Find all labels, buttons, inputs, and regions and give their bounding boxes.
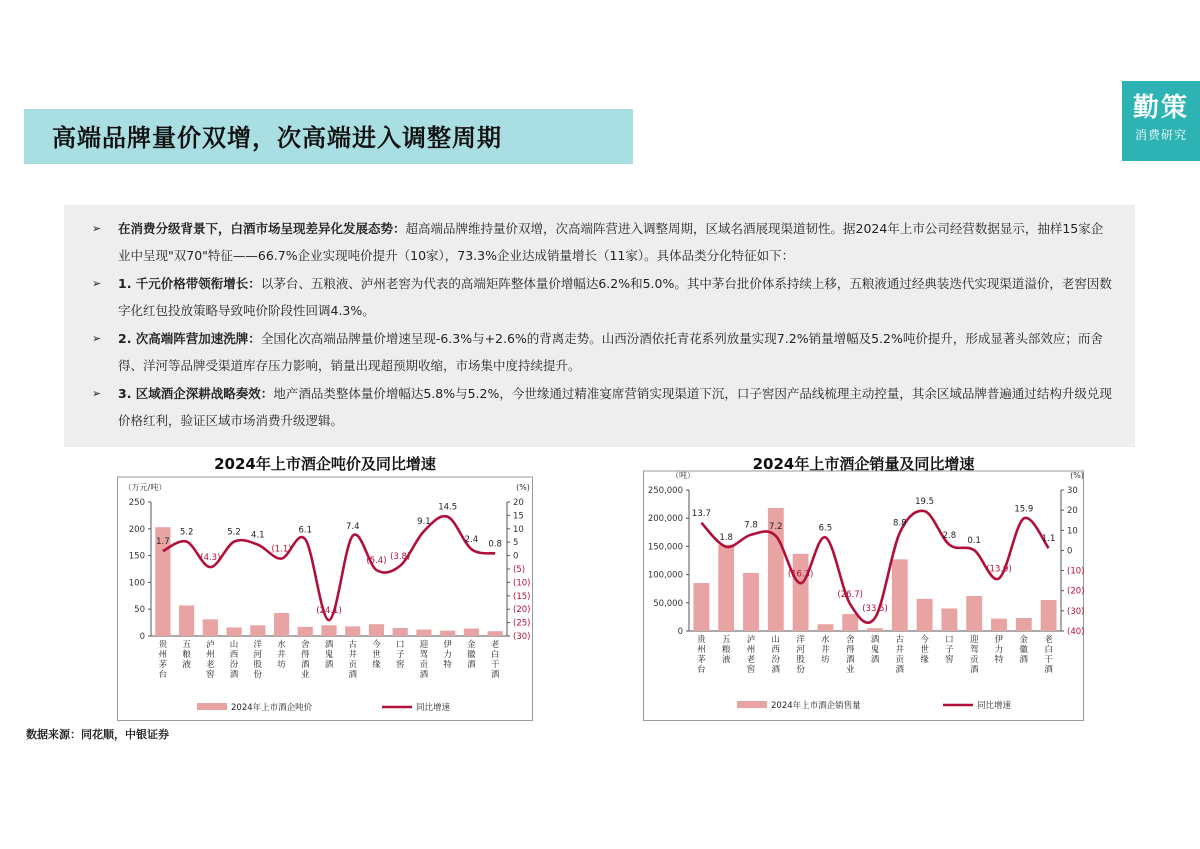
arrow-bullet-icon: ➢	[92, 277, 102, 290]
category-label: 泸州老窖	[746, 635, 756, 675]
data-label: 2.8	[942, 530, 957, 541]
data-label: 19.5	[915, 497, 935, 508]
right-tick-label: 15	[513, 511, 524, 522]
arrow-bullet-icon: ➢	[92, 332, 102, 345]
right-tick-label: (20)	[513, 605, 531, 616]
category-label: 古井贡酒	[348, 640, 357, 680]
left-tick-label: 250	[128, 498, 145, 508]
right-axis-unit: (%)	[516, 483, 530, 492]
bar-泸州老窖	[743, 573, 759, 631]
data-label: 6.5	[818, 523, 833, 534]
bar-酒鬼酒	[867, 628, 883, 631]
right-tick-label: (15)	[513, 591, 531, 602]
bar-五粮液	[718, 545, 734, 631]
data-label: 5.2	[179, 527, 194, 538]
right-tick-label: 5	[513, 538, 519, 549]
left-tick-label: 50	[134, 605, 145, 616]
category-label: 水井坊	[821, 635, 830, 665]
chart-title: 2024年上市酒企销量及同比增速	[752, 455, 975, 473]
category-label: 今世缘	[372, 640, 381, 670]
chart-frame	[118, 477, 533, 721]
data-source-note: 数据来源：同花顺，中银证券	[26, 728, 169, 741]
bar-金徽酒	[1016, 618, 1032, 631]
bar-伊力特	[991, 619, 1007, 631]
bar-老白干酒	[488, 631, 503, 636]
data-label: (26.7)	[837, 590, 863, 601]
data-label: (24.1)	[316, 606, 342, 617]
left-tick-label: 150	[128, 551, 145, 562]
bar-酒鬼酒	[321, 625, 336, 636]
legend-line-label: 同比增速	[416, 703, 451, 713]
right-tick-label: 20	[1067, 506, 1078, 517]
category-label: 老白干酒	[1044, 635, 1053, 675]
right-tick-label: 30	[1067, 486, 1078, 496]
bullet-heading: 3. 区域酒企深耕战略奏效：	[118, 386, 274, 401]
data-label: 7.2	[769, 521, 783, 532]
data-label: 0.1	[967, 536, 981, 547]
growth-line	[163, 516, 495, 620]
right-tick-label: (30)	[1067, 606, 1084, 617]
legend-bar-swatch	[737, 701, 767, 708]
right-tick-label: 0	[1067, 546, 1073, 557]
category-label: 老白干酒	[490, 640, 500, 680]
data-label: 7.4	[345, 521, 360, 532]
data-label: (1.1)	[271, 544, 292, 555]
category-label: 今世缘	[920, 635, 929, 665]
left-tick-label: 150,000	[647, 542, 683, 553]
category-label: 迎驾贡酒	[969, 635, 979, 675]
arrow-bullet-icon: ➢	[92, 222, 102, 235]
data-label: 8.8	[893, 518, 907, 529]
chart-title: 2024年上市酒企吨价及同比增速	[214, 455, 436, 473]
bullet-body: 地产酒品类整体量价增幅达5.8%与5.2%，今世缘通过精准宴席营销实现渠道下沉，口子窖因产品线梳理主动控量，其余区域品牌普遍通过结构升级兑现价格红利，验证区域市场消费升级逻辑。	[118, 386, 1112, 428]
right-tick-label: (20)	[1067, 586, 1084, 597]
bullet-heading: 1. 千元价格带领衔增长：	[118, 276, 261, 291]
left-tick-label: 0	[677, 627, 683, 637]
left-axis-unit: （吨）	[671, 471, 695, 480]
page-title: 高端品牌量价双增，次高端进入调整周期	[52, 124, 502, 152]
bar-山西汾酒	[226, 627, 241, 636]
bar-今世缘	[917, 599, 933, 631]
data-label: (16.3)	[787, 569, 814, 580]
bullet-heading: 在消费分级背景下，白酒市场呈现差异化发展态势：	[118, 221, 406, 236]
left-tick-label: 100,000	[647, 570, 683, 581]
category-label: 山西汾酒	[229, 640, 239, 680]
data-label: 1.8	[719, 532, 733, 543]
legend-bar-label: 2024年上市酒企销售量	[771, 701, 861, 711]
category-label: 金徽酒	[1019, 635, 1029, 665]
data-label: (4.3)	[200, 553, 221, 564]
logo-sub-text: 消费研究	[1134, 128, 1187, 142]
chart-volume	[643, 449, 1084, 721]
bullet-body: 全国化次高端品牌量价增速呈现-6.3%与+2.6%的背离走势。山西汾酒依托青花系列放量实现7.2%销量增幅及5.2%吨价提升，形成显著头部效应；而舍得、洋河等品牌受渠道库存压力影响，销量出现超预期收缩，市场集中度持续提升。	[118, 331, 1103, 373]
bar-五粮液	[179, 605, 194, 636]
category-label: 洋河股份	[253, 640, 263, 680]
category-label: 洋河股份	[796, 635, 805, 675]
chart-price	[117, 449, 533, 721]
data-label: 14.5	[438, 502, 458, 513]
category-label: 口子窖	[945, 635, 954, 665]
bullet-heading: 2. 次高端阵营加速洗牌：	[118, 331, 261, 346]
left-tick-label: 200,000	[647, 514, 683, 525]
left-tick-label: 100	[128, 578, 145, 589]
summary-bullet-2	[92, 270, 1112, 324]
category-label: 山西汾酒	[771, 635, 781, 675]
right-tick-label: (25)	[513, 618, 531, 629]
arrow-bullet-icon: ➢	[92, 387, 102, 400]
legend-line-label: 同比增速	[977, 701, 1012, 711]
bullet-body: 超高端品牌维持量价双增，次高端阵营进入调整周期，区域名酒展现渠道韧性。据2024年上市公司经营数据显示，抽样15家企业中呈现"双70"特征——66.7%企业实现吨价提升（10家），73.3%企业达成销量增长（11家）。具体品类分化特征如下：	[118, 221, 1104, 263]
bar-老白干酒	[1041, 600, 1057, 631]
legend-bar-swatch	[197, 703, 227, 710]
summary-bullet-4	[92, 380, 1112, 434]
data-label: 9.1	[417, 517, 431, 528]
right-tick-label: (5)	[513, 565, 526, 575]
left-tick-label: 50,000	[653, 598, 683, 609]
category-label: 泸州老窖	[206, 640, 215, 680]
category-label: 水井坊	[277, 640, 286, 670]
summary-bullet-1	[92, 215, 1112, 269]
bar-伊力特	[440, 631, 455, 636]
bar-今世缘	[369, 624, 384, 636]
data-label: 0.8	[488, 539, 502, 550]
category-label: 金徽酒	[467, 640, 476, 670]
category-label: 迎驾贡酒	[419, 640, 429, 680]
data-label: (33.5)	[862, 603, 888, 614]
category-label: 酒鬼酒	[870, 635, 880, 665]
category-label: 口子窖	[395, 640, 405, 670]
data-label: 15.9	[1014, 504, 1034, 515]
category-label: 伊力特	[443, 640, 452, 670]
bar-金徽酒	[464, 628, 479, 636]
bar-迎驾贡酒	[416, 630, 431, 636]
data-label: (13.9)	[986, 564, 1012, 575]
right-tick-label: (10)	[513, 578, 531, 589]
data-label: (3.8)	[390, 551, 411, 562]
bar-舍得酒业	[298, 627, 313, 636]
bar-洋河股份	[250, 625, 265, 636]
data-label: 1.1	[1041, 534, 1056, 545]
logo-main-text: 勤策	[1132, 93, 1189, 123]
summary-box	[64, 205, 1135, 447]
category-label: 古井贡酒	[895, 635, 905, 675]
data-label: 7.8	[744, 520, 758, 531]
summary-bullet-3	[92, 325, 1112, 379]
legend-bar-label: 2024年上市酒企吨价	[231, 703, 313, 713]
data-label: 4.1	[251, 530, 265, 541]
left-tick-label: 200	[128, 524, 145, 535]
category-label: 五粮液	[721, 635, 731, 665]
bar-口子窖	[393, 628, 408, 636]
bar-贵州茅台	[693, 583, 709, 631]
left-axis-unit: （万元/吨）	[123, 483, 167, 492]
right-tick-label: (40)	[1067, 627, 1084, 637]
right-tick-label: (30)	[513, 632, 531, 642]
data-label: 2.4	[464, 535, 479, 546]
data-label: (5.4)	[366, 556, 387, 567]
brand-logo	[1122, 81, 1200, 161]
right-tick-label: 0	[513, 551, 519, 562]
right-tick-label: 10	[1067, 526, 1078, 537]
left-tick-label: 250,000	[647, 486, 683, 496]
category-label: 贵州茅台	[697, 635, 706, 675]
left-tick-label: 0	[139, 632, 145, 642]
right-tick-label: 10	[513, 524, 524, 535]
bullet-body: 以茅台、五粮液、泸州老窖为代表的高端矩阵整体量价增幅达6.2%和5.0%。其中茅台批价体系持续上移，五粮液通过经典装迭代实现渠道溢价，老窖因数字化红包投放策略导致吨价阶段性回调4.3%。	[118, 276, 1112, 318]
right-tick-label: 20	[513, 498, 524, 508]
bar-泸州老窖	[203, 619, 218, 636]
bar-迎驾贡酒	[966, 596, 982, 631]
data-label: 6.1	[298, 525, 313, 536]
bar-水井坊	[274, 613, 289, 636]
category-label: 伊力特	[994, 635, 1004, 665]
category-label: 贵州茅台	[158, 640, 168, 680]
bar-洋河股份	[793, 554, 809, 631]
right-axis-unit: (%)	[1070, 471, 1084, 480]
category-label: 五粮液	[182, 640, 191, 670]
category-label: 酒鬼酒	[324, 640, 334, 670]
bar-口子窖	[941, 608, 957, 631]
data-label: 13.7	[691, 508, 711, 519]
bar-水井坊	[817, 624, 833, 631]
category-label: 舍得酒业	[845, 635, 855, 675]
bar-古井贡酒	[892, 559, 908, 631]
data-label: 1.7	[156, 537, 170, 548]
category-label: 舍得酒业	[301, 640, 310, 680]
bar-古井贡酒	[345, 626, 360, 636]
bar-舍得酒业	[842, 614, 858, 631]
right-tick-label: (10)	[1067, 566, 1084, 577]
data-label: 5.2	[227, 527, 241, 538]
